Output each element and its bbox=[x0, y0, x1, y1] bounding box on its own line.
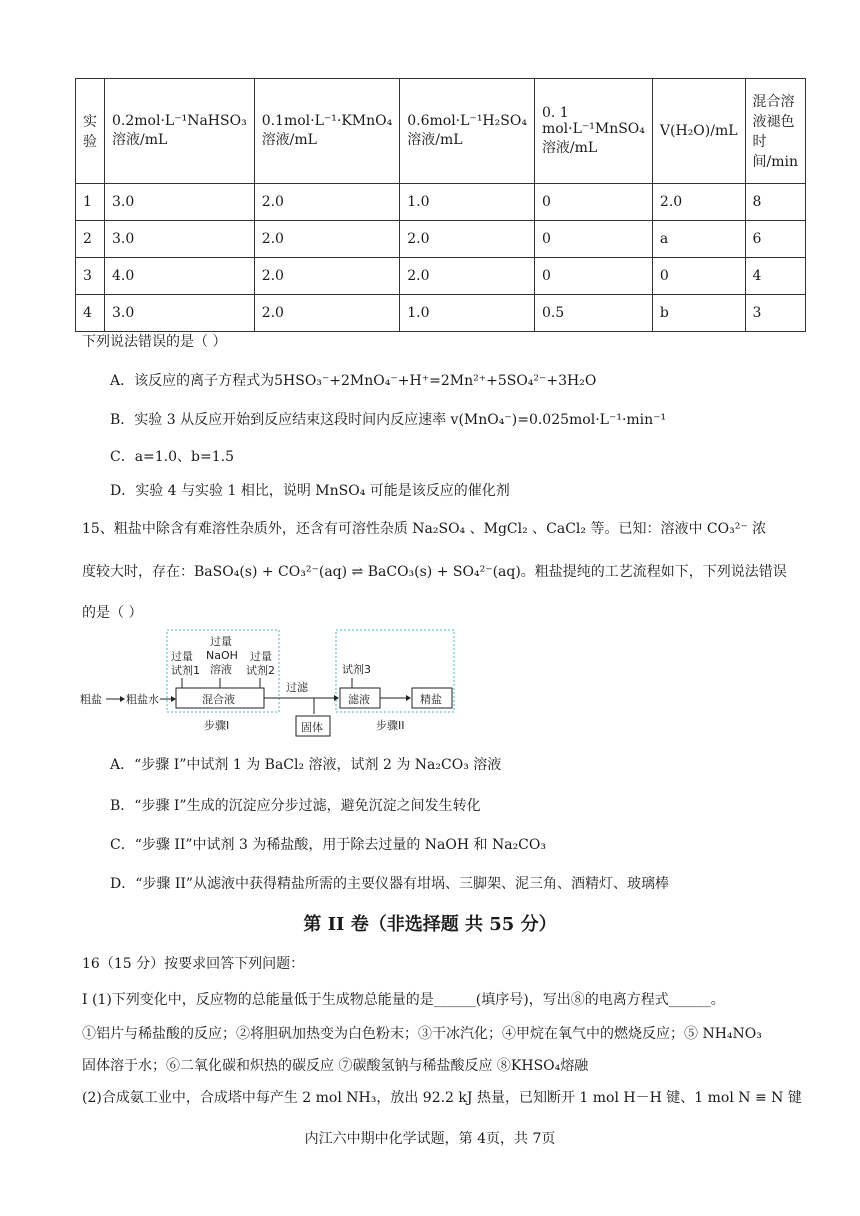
q14-option-a: A．该反应的离子方程式为5HSO₃⁻+2MnO₄⁻+H⁺=2Mn²⁺+5SO₄²⁻+3H₂O bbox=[110, 373, 597, 389]
table-header-row bbox=[76, 79, 806, 184]
table-cell: 4 bbox=[76, 295, 105, 332]
table-cell: 6 bbox=[745, 221, 806, 258]
reagent3-label: 试剂3 bbox=[342, 663, 371, 676]
table-cell: 0 bbox=[534, 258, 652, 295]
reagent2-label: 试剂2 bbox=[246, 664, 275, 677]
table-cell: 8 bbox=[745, 184, 806, 221]
arrow-head bbox=[120, 696, 125, 702]
question-15-line-3: 的是（ ） bbox=[82, 605, 143, 621]
table-cell: 3.0 bbox=[105, 295, 255, 332]
excess-label: 过量 bbox=[250, 650, 272, 663]
table-row bbox=[76, 295, 806, 332]
question-16-intro: 16（15 分）按要求回答下列问题： bbox=[82, 956, 305, 972]
table-cell: 3 bbox=[76, 258, 105, 295]
q15-option-c: C．“步骤 II”中试剂 3 为稀盐酸，用于除去过量的 NaOH 和 Na₂CO₃ bbox=[110, 837, 546, 853]
table-row bbox=[76, 184, 806, 221]
table-cell: 2.0 bbox=[400, 221, 535, 258]
arrow-head bbox=[171, 696, 176, 702]
table-cell: 3.0 bbox=[105, 184, 255, 221]
header-cell: 实验 bbox=[76, 79, 105, 184]
table-cell: 2.0 bbox=[400, 258, 535, 295]
crude-water-label: 粗盐水 bbox=[126, 693, 159, 706]
header-cell: 0.6mol·L⁻¹H₂SO₄溶液/mL bbox=[400, 79, 535, 184]
table-cell: 4.0 bbox=[105, 258, 255, 295]
solution-label: 溶液 bbox=[210, 663, 232, 676]
table-cell: 2.0 bbox=[254, 184, 400, 221]
filtrate-label: 滤液 bbox=[348, 693, 370, 706]
table-cell: 0 bbox=[652, 258, 745, 295]
header-cell: 0.1mol·L⁻¹·KMnO₄溶液/mL bbox=[254, 79, 400, 184]
step2-label: 步骤II bbox=[376, 719, 405, 732]
table-cell: 2.0 bbox=[254, 221, 400, 258]
table-row bbox=[76, 221, 806, 258]
arrow-head bbox=[406, 695, 411, 701]
q15-option-a: A．“步骤 I”中试剂 1 为 BaCl₂ 溶液，试剂 2 为 Na₂CO₃ 溶液 bbox=[110, 757, 502, 773]
table-cell: 2.0 bbox=[254, 295, 400, 332]
q15-option-b: B．“步骤 I”生成的沉淀应分步过滤，避免沉淀之间发生转化 bbox=[110, 798, 481, 814]
table-cell: 0.5 bbox=[534, 295, 652, 332]
table-cell: 2.0 bbox=[652, 184, 745, 221]
table-cell: 1.0 bbox=[400, 295, 535, 332]
q14-option-b: B．实验 3 从反应开始到反应结束这段时间内反应速率 v(MnO₄⁻)=0.025mol·L⁻¹·min⁻¹ bbox=[110, 412, 667, 428]
table-cell: a bbox=[652, 221, 745, 258]
question-14-stem: 下列说法错误的是（ ） bbox=[82, 334, 227, 350]
header-cell: 0.2mol·L⁻¹NaHSO₃溶液/mL bbox=[105, 79, 255, 184]
question-15-line-1: 15、粗盐中除含有难溶性杂质外，还含有可溶性杂质 Na₂SO₄ 、MgCl₂ 、CaCl₂ 等。已知：溶液中 CO₃²⁻ 浓 bbox=[82, 521, 767, 537]
question-16-part-2: (2)合成氨工业中，合成塔中每产生 2 mol NH₃，放出 92.2 kJ 热量，已知断开 1 mol H－H 键、1 mol N ≡ N 键 bbox=[82, 1090, 802, 1106]
naoh-label: NaOH bbox=[206, 649, 238, 662]
header-cell: 0. 1 mol·L⁻¹MnSO₄溶液/mL bbox=[534, 79, 652, 184]
table-row bbox=[76, 258, 806, 295]
table-cell: 2.0 bbox=[254, 258, 400, 295]
table-cell: 1.0 bbox=[400, 184, 535, 221]
table-cell: 2 bbox=[76, 221, 105, 258]
question-16-list-2: 固体溶于水；⑥二氧化碳和炽热的碳反应 ⑦碳酸氢钠与稀盐酸反应 ⑧KHSO₄熔融 bbox=[82, 1058, 589, 1074]
table-cell: 4 bbox=[745, 258, 806, 295]
refined-salt-label: 精盐 bbox=[420, 693, 442, 706]
experiment-table bbox=[75, 78, 806, 332]
question-16-part-1: I (1)下列变化中，反应物的总能量低于生成物总能量的是______(填序号)，写出⑧的电离方程式______。 bbox=[82, 992, 725, 1008]
q14-option-c: C．a=1.0、b=1.5 bbox=[110, 449, 235, 465]
section-title: 第 II 卷（非选择题 共 55 分） bbox=[303, 914, 557, 935]
mixed-liquid-label: 混合液 bbox=[202, 693, 235, 706]
question-16-list-1: ①铝片与稀盐酸的反应；②将胆矾加热变为白色粉末；③干冰汽化；④甲烷在氧气中的燃烧反应；⑤ NH₄NO₃ bbox=[82, 1026, 762, 1042]
table-cell: 0 bbox=[534, 221, 652, 258]
table-cell: 3 bbox=[745, 295, 806, 332]
table-cell: 3.0 bbox=[105, 221, 255, 258]
crude-salt-label: 粗盐 bbox=[80, 693, 102, 706]
filter-label: 过滤 bbox=[286, 681, 308, 694]
salt-purification-flowchart bbox=[80, 628, 460, 740]
page-footer: 内江六中期中化学试题，第 4页，共 7页 bbox=[304, 1131, 556, 1147]
q14-option-d: D．实验 4 与实验 1 相比，说明 MnSO₄ 可能是该反应的催化剂 bbox=[110, 483, 510, 499]
solid-label: 固体 bbox=[301, 721, 323, 734]
excess-label: 过量 bbox=[171, 650, 193, 663]
header-cell: 混合溶液褪色时间/min bbox=[745, 79, 806, 184]
step1-label: 步骤I bbox=[204, 719, 230, 732]
table-cell: b bbox=[652, 295, 745, 332]
question-15-line-2: 度较大时，存在：BaSO₄(s) + CO₃²⁻(aq) ⇌ BaCO₃(s) + SO₄²⁻(aq)。粗盐提纯的工艺流程如下，下列说法错误 bbox=[82, 564, 787, 580]
q15-option-d: D．“步骤 II”从滤液中获得精盐所需的主要仪器有坩埚、三脚架、泥三角、酒精灯、玻璃棒 bbox=[110, 876, 670, 892]
header-cell: V(H₂O)/mL bbox=[652, 79, 745, 184]
table-cell: 1 bbox=[76, 184, 105, 221]
excess-label: 过量 bbox=[210, 635, 232, 648]
reagent1-label: 试剂1 bbox=[171, 664, 200, 677]
table-cell: 0 bbox=[534, 184, 652, 221]
